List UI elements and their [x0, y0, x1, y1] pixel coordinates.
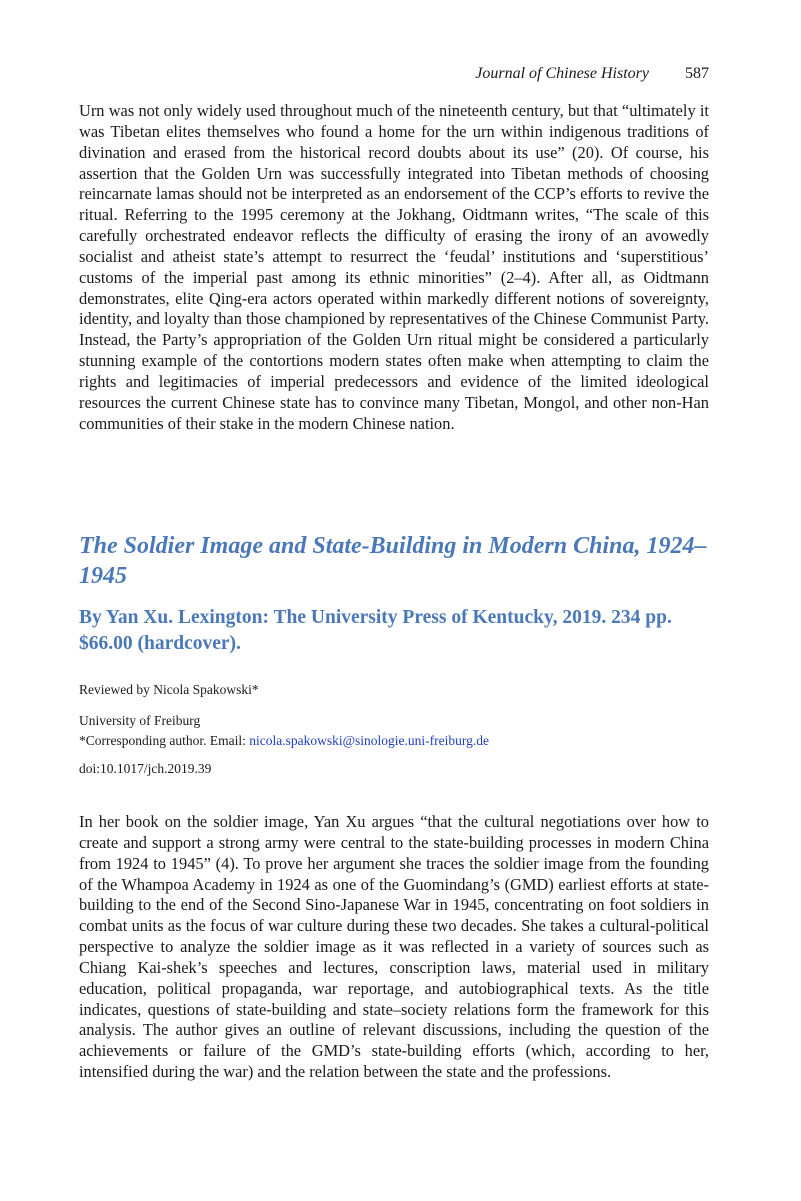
reviewer-byline: Reviewed by Nicola Spakowski*	[79, 682, 259, 697]
running-head	[475, 64, 709, 84]
review-paragraph: In her book on the soldier image, Yan Xu argues “that the cultural negotiations over how to create and support a strong army were central to the state-building processes in modern China from 1924 to 1945” (4). To prove her argument she traces the soldier image from the founding of the Whampoa Academy in 1924 as one of the Guomindang’s (GMD) earliest efforts at state-building to the end of the Second Sino-Japanese War in 1945, concentrating on foot soldiers in combat units as the focus of war culture during these two decades. She takes a cultural-political perspective to analyze the soldier image as it was reflected in a variety of sources such as Chiang Kai-shek’s speeches and lectures, conscription laws, material used in military education, political propaganda, war reportage, and autobiographical texts. As the title indicates, questions of state-building and state–society relations form the framework for this analysis. The author gives an outline of relevant discussions, including the question of the achievements or failure of the GMD’s state-building efforts (which, according to her, intensified during the war) and the relation between the state and the professions.	[79, 812, 709, 1082]
journal-title: Journal of Chinese History	[475, 65, 649, 82]
corresponding-author-line	[79, 731, 489, 750]
email-link[interactable]: nicola.spakowski@sinologie.uni-freiburg.de	[249, 733, 489, 748]
reviewer-affiliation: University of Freiburg	[79, 713, 201, 728]
previous-review-paragraph: Urn was not only widely used throughout much of the nineteenth century, but that “ultimately it was Tibetan elites themselves who found a home for the urn within indigenous traditions of divination and erased from the historical record doubts about its use” (20). Of course, his assertion that the Golden Urn was successfully integrated into Tibetan methods of choosing reincarnate lamas should not be interpreted as an endorsement of the CCP’s efforts to revive the ritual. Referring to the 1995 ceremony at the Jokhang, Oidtmann writes, “The scale of this carefully orchestrated endeavor reflects the difficulty of erasing the irony of an avowedly socialist and atheist state’s attempt to resurrect the ‘feudal’ institutions and ‘superstitious’ customs of the imperial past among its ethnic minorities” (2–4). After all, as Oidtmann demonstrates, elite Qing-era actors operated within markedly different notions of sovereignty, identity, and loyalty than those championed by representatives of the Chinese Communist Party. Instead, the Party’s appropriation of the Golden Urn ritual might be considered a particularly stunning example of the contortions modern states often make when attempting to claim the rights and legitimacies of imperial predecessors and evidence of the limited ideological resources the current Chinese state has to convince many Tibetan, Mongol, and other non-Han communities of their stake in the modern Chinese nation.	[79, 101, 709, 433]
review-book-title: The Soldier Image and State-Building in Modern China, 1924–1945	[79, 533, 707, 589]
doi: doi:10.1017/jch.2019.39	[79, 761, 212, 776]
review-book-publication-info: By Yan Xu. Lexington: The University Press of Kentucky, 2019. 234 pp. $66.00 (hardcover).	[79, 607, 672, 654]
corresponding-author-label: *Corresponding author. Email:	[79, 733, 250, 748]
page-number: 587	[685, 65, 709, 82]
